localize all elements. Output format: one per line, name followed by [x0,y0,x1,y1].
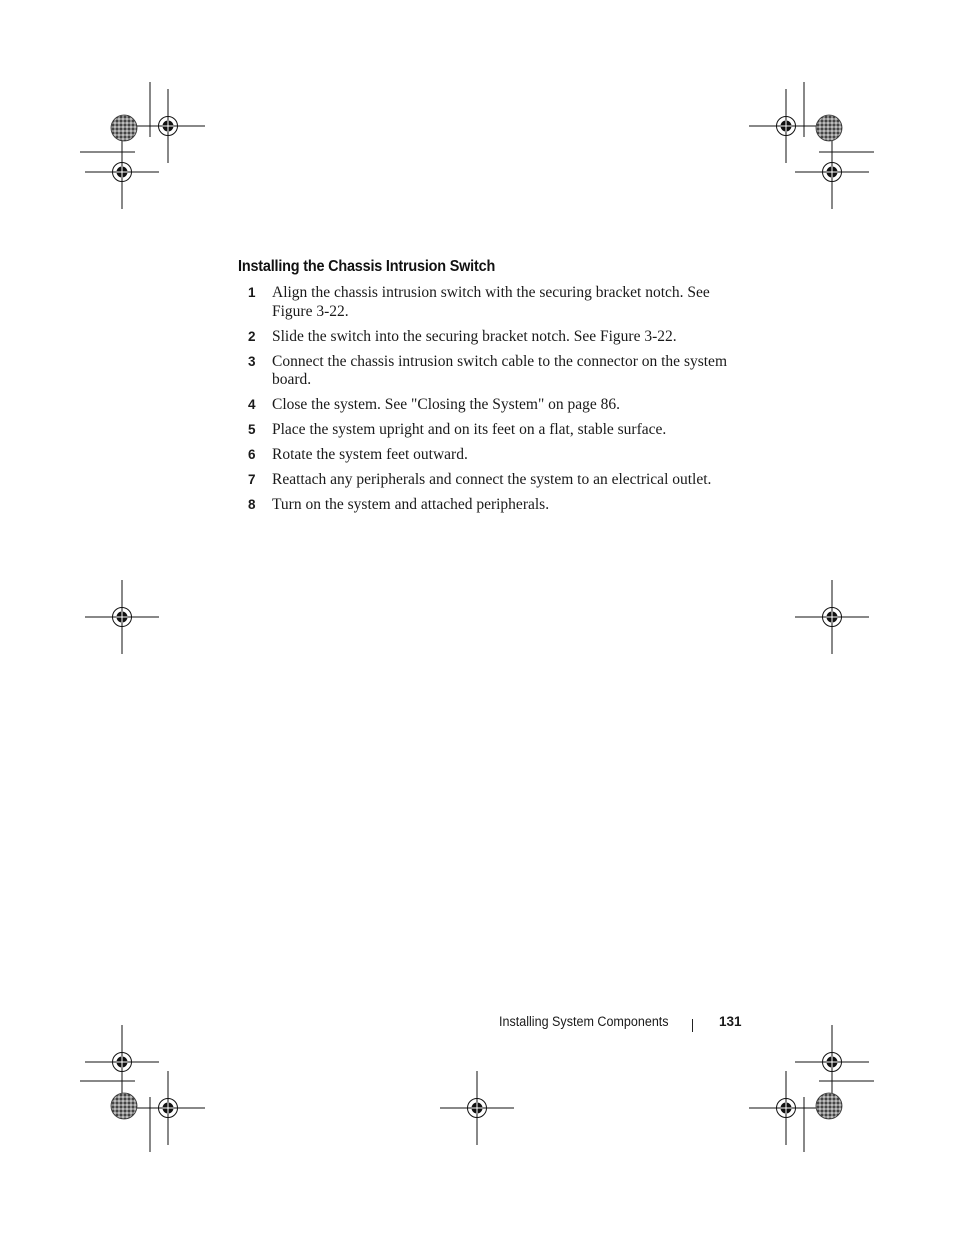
registration-dot-icon [816,1093,842,1119]
registration-target-icon [131,1071,205,1145]
step-text: Connect the chassis intrusion switch cable to the connector on the system board. [272,352,727,388]
section-heading: Installing the Chassis Intrusion Switch [238,258,496,275]
step-item [248,421,748,440]
registration-target-icon [131,89,205,163]
step-text: Slide the switch into the securing bracket notch. See Figure 3-22. [272,327,677,345]
step-item [248,328,748,347]
registration-target-icon [85,580,159,654]
step-number: 7 [248,472,256,487]
step-number: 3 [248,353,256,369]
step-number: 8 [248,497,256,512]
registration-dot-icon [111,115,137,141]
step-text: Rotate the system feet outward. [272,446,468,463]
step-item [248,396,748,415]
step-text: Reattach any peripherals and connect the system to an electrical outlet. [272,471,712,488]
registration-target-icon [85,135,159,209]
registration-target-icon [749,1071,823,1145]
step-number: 1 [248,285,256,300]
registration-target-icon [795,1025,869,1099]
page-number: 131 [719,1014,742,1029]
step-text: Align the chassis intrusion switch with the securing bracket notch. See Figure 3-22. [272,284,710,320]
step-number: 6 [248,447,256,462]
step-text: Place the system upright and on its feet on a flat, stable surface. [272,421,667,438]
step-item [248,353,748,390]
registration-dot-icon [816,115,842,141]
registration-target-icon [795,580,869,654]
registration-target-icon [749,89,823,163]
step-number: 5 [248,422,256,437]
step-item [248,284,748,321]
registration-target-icon [85,1025,159,1099]
step-number: 4 [248,397,256,412]
registration-target-icon [440,1071,514,1145]
registration-target-icon [795,135,869,209]
footer-section-title: Installing System Components [499,1014,669,1029]
step-item [248,446,748,465]
step-text: Close the system. See "Closing the System" on page 86. [272,396,621,413]
steps-list [248,284,748,521]
footer-divider [692,1019,693,1032]
step-number: 2 [248,328,256,344]
step-text: Turn on the system and attached peripherals. [272,496,550,513]
step-item [248,496,748,515]
step-item [248,471,748,490]
registration-dot-icon [111,1093,137,1119]
